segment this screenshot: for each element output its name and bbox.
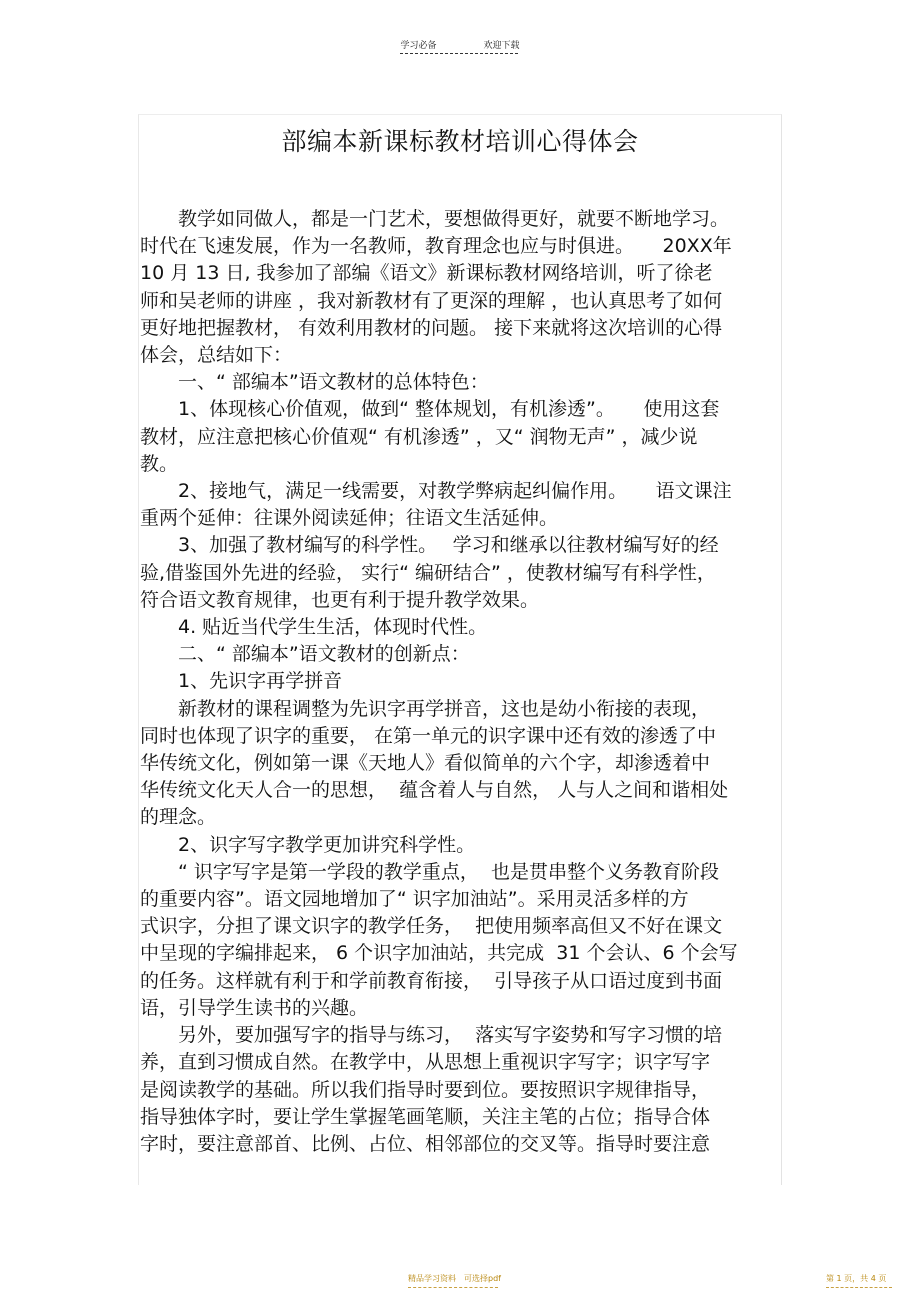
header-left-text: 学习必备 [400, 41, 437, 51]
header-right-text: 欢迎下载 [483, 41, 520, 51]
text-line: 师和吴老师的讲座 ，我对新教材有了更深的理解 ，也认真思考了如何 [140, 289, 723, 312]
text-line: 体会，总结如下： [140, 344, 293, 367]
text-line: 更好地把握教材， 有效利用教材的问题。 接下来就将这次培训的心得 [140, 316, 723, 339]
text-line: 式识字，分担了课文识字的教学任务， 把使用频率高但又不好在课文 [140, 915, 723, 938]
text-line: “ 识字写字是第一学段的教学重点， 也是贯串整个义务教育阶段 [140, 860, 719, 883]
text-line: 新教材的课程调整为先识字再学拼音，这也是幼小衔接的表现， [140, 697, 711, 720]
text-line: 时代在飞速发展，作为一名教师，教育理念也应与时俱进。 20XX年 [140, 235, 732, 258]
text-line: 同时也体现了识字的重要， 在第一单元的识字课中还有效的渗透了中 [140, 724, 717, 747]
header-divider [400, 53, 518, 54]
text-line: 2、识字写字教学更加讲究科学性。 [140, 833, 476, 856]
footer-divider-right [826, 1287, 892, 1288]
page-number: 第 1 页，共 4 页 [826, 1274, 887, 1283]
text-line: 语，引导学生读书的兴趣。 [140, 996, 369, 1019]
footer-left-text: 精品学习资料 可选择pdf [408, 1274, 501, 1283]
text-line: 中呈现的字编排起来， 6 个识字加油站，共完成 31 个会认、6 个会写 [140, 942, 738, 965]
text-line: 1、体现核心价值观，做到“ 整体规划，有机渗透”。 使用这套 [140, 398, 720, 421]
text-line: 2、接地气，满足一线需要，对教学弊病起纠偏作用。 语文课注 [140, 480, 732, 503]
text-line: 二、“ 部编本”语文教材的创新点： [140, 643, 470, 666]
text-line: 华传统文化天人合一的思想， 蕴含着人与自然， 人与人之间和谐相处 [140, 779, 729, 802]
text-line: 养，直到习惯成自然。在教学中，从思想上重视识字写字；识字写字 [140, 1051, 711, 1074]
text-line: 一、“ 部编本”语文教材的总体特色： [140, 371, 489, 394]
text-line: 重两个延伸：往课外阅读延伸；往语文生活延伸。 [140, 507, 559, 530]
running-header [0, 38, 920, 51]
text-line: 指导独体字时，要让学生掌握笔画笔顺，关注主笔的占位；指导合体 [140, 1105, 711, 1128]
text-line: 的重要内容”。语文园地增加了“ 识字加油站”。采用灵活多样的方 [140, 888, 689, 911]
text-line: 3、加强了教材编写的科学性。 学习和继承以往教材编写好的经 [140, 534, 719, 557]
text-line: 1、先识字再学拼音 [140, 670, 343, 693]
page-title: 部编本新课标教材培训心得体会 [281, 127, 639, 156]
text-line: 字时，要注意部首、比例、占位、相邻部位的交叉等。指导时要注意 [140, 1132, 711, 1155]
text-line: 的任务。这样就有利于和学前教育衔接， 引导孩子从口语过度到书面 [140, 969, 723, 992]
text-line: 另外，要加强写字的指导与练习， 落实写字姿势和写字习惯的培 [140, 1024, 723, 1047]
text-line: 教。 [140, 452, 179, 475]
text-line: 4. 贴近当代学生生活，体现时代性。 [140, 616, 488, 639]
text-line: 是阅读教学的基础。所以我们指导时要到位。要按照识字规律指导， [140, 1078, 711, 1101]
text-line: 符合语文教育规律，也更有利于提升教学效果。 [140, 588, 540, 611]
text-line: 10 月 13 日, 我参加了部编《语文》新课标教材网络培训，听了徐老 [140, 262, 713, 285]
document-body [140, 206, 780, 1158]
text-line: 教材，应注意把核心价值观“ 有机渗透” ，又“ 润物无声” ，减少说 [140, 425, 698, 448]
footer-divider-left [408, 1287, 498, 1288]
text-line: 的理念。 [140, 806, 217, 829]
text-line: 教学如同做人，都是一门艺术，要想做得更好，就要不断地学习。 [140, 208, 730, 230]
text-line: 验,借鉴国外先进的经验， 实行“ 编研结合” ，使教材编写有科学性， [140, 561, 716, 584]
text-line: 华传统文化，例如第一课《天地人》看似简单的六个字，却渗透着中 [140, 752, 711, 775]
